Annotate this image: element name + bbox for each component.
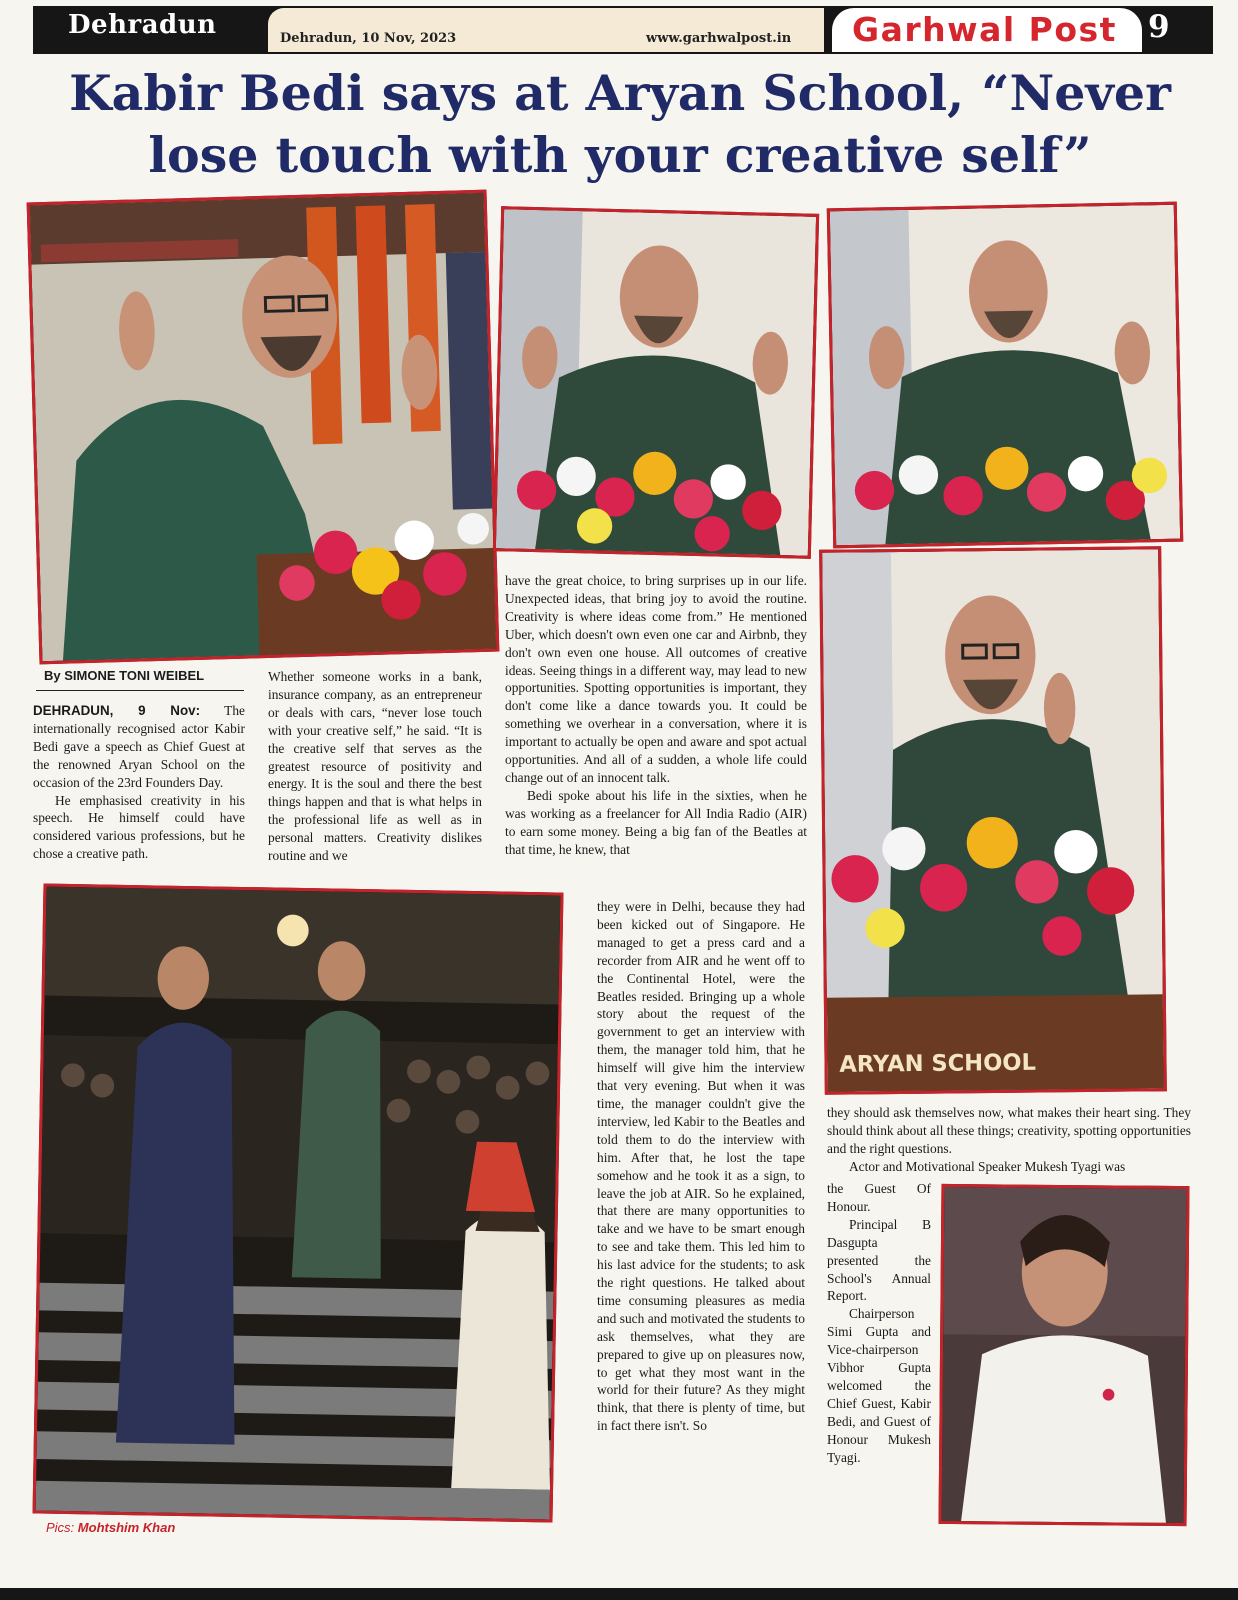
photo-credit: Pics: Mohtshim Khan: [46, 1520, 176, 1535]
article-column-4-lower: [827, 1180, 931, 1467]
photo-speaker-gesturing-2: [827, 202, 1183, 549]
article-paragraph-4: have the great choice, to bring surprises up in our life. Unexpected ideas, that bring joy to avoid the routine. Creativity is where ideas come from.” He mentioned Uber, which doesn't own even one car and Airbnb, they don't own even one house. All outcomes of creative ideas. Seeing things in a different way, may lead to new opportunities. Spotting opportunities is important, they don't come like a dance towards you. It could be something we overhear in a conversation, where it is important to actually be open and aware and spot actual opportunities. And all of a sudden, a whole life could change out of an innocent talk.: [505, 573, 807, 785]
article-paragraph-7a: Actor and Motivational Speaker Mukesh Tyagi was: [849, 1158, 1126, 1174]
article-column-4-upper: [827, 1104, 1191, 1176]
article-headline: Kabir Bedi says at Aryan School, “Never lose touch with your creative self”: [69, 64, 1171, 184]
website-url[interactable]: www.garhwalpost.in: [646, 31, 792, 46]
photo-speaker-gesturing-1: [493, 206, 819, 559]
newspaper-logo: Garhwal Post: [852, 10, 1117, 49]
article-paragraph-9: Chairperson Simi Gupta and Vice-chairperson Vibhor Gupta welcomed the Chief Guest, Kabir Bedi, and Guest of Honour Mukesh Tyagi.: [827, 1306, 931, 1465]
article-column-2: [268, 668, 482, 865]
dateline: DEHRADUN, 9 Nov:: [33, 703, 201, 718]
page-number: 9: [1148, 9, 1170, 45]
podium-sign-text: ARYAN SCHOOL: [839, 1049, 1037, 1078]
photo-speaker-aryan-school-podium: [819, 546, 1167, 1095]
article-paragraph-6: they should ask themselves now, what makes their heart sing. They should think about all these things; creativity, spotting opportunities and the right questions.: [827, 1105, 1191, 1156]
byline: By SIMONE TONI WEIBEL: [44, 668, 205, 683]
article-paragraph-3: Whether someone works in a bank, insurance company, as an entrepreneur or deals with cars, “never lose touch with your creative self,” he said. “It is the creative self that serves as the greatest resource of positivity and energy. It is the soul and there the best things happen and that is what helps in the professional life as well as in personal matters. Creativity dislikes routine and we: [268, 669, 482, 864]
article-paragraph-8: Principal B Dasgupta presented the School's Annual Report.: [827, 1216, 931, 1304]
article-column-3-upper: [505, 572, 807, 859]
article-column-1: [33, 702, 245, 863]
section-city: Dehradun: [68, 10, 217, 40]
byline-rule: [36, 690, 244, 691]
photo-mukesh-tyagi-portrait: [939, 1184, 1190, 1526]
article-paragraph-5b: they were in Delhi, because they had been kicked out of Singapore. He managed to get a press card and a recorder from AIR and he went off to the Continental Hotel, were the Beatles resided. Bringing up a whole story about the request of the government to get an interview with them, the manager told him, that he himself will give him the interview that very evening. But when it was time, the manager couldn't give the interview, led Kabir to the Beatles and told them to do the interview with him. After that, he lost the tape somehow and he took it as a sign, to leave the job at AIR. So he explained, that there are many opportunities to take and we have to be smart enough to see and take them. This led him to his last advice for the students; to ask the right questions. He talked about time consuming pleasures as media and such and motivated the students to ask themselves, what they are prepared to give up on pleasures now, to get what they most want in the world for their future? As they might think, that there is plenty of time, but in fact there isn't. So: [597, 899, 805, 1434]
photographer-name: Mohtshim Khan: [77, 1520, 176, 1535]
article-paragraph-7b: the Guest Of Honour.: [827, 1181, 931, 1214]
article-paragraph-5a: Bedi spoke about his life in the sixties, when he was working as a freelancer for All India Radio (AIR) to earn some money. Being a big fan of the Beatles at that time, he knew, that: [505, 787, 807, 857]
article-paragraph-1: DEHRADUN, 9 Nov: The internationally recognised actor Kabir Bedi gave a speech as Chief Guest at the renowned Aryan School on the occasion of the 23rd Founders Day.: [33, 703, 245, 790]
issue-date: Dehradun, 10 Nov, 2023: [280, 31, 457, 46]
photo-guests-walking-stairs: [33, 884, 564, 1523]
article-column-3-lower: [597, 898, 805, 1435]
page-bottom-edge: [0, 1588, 1238, 1600]
photo-speaker-podium-large: [27, 190, 500, 665]
article-paragraph-2: He emphasised creativity in his speech. He himself could have considered various professions, but he chose a creative path.: [33, 792, 245, 862]
